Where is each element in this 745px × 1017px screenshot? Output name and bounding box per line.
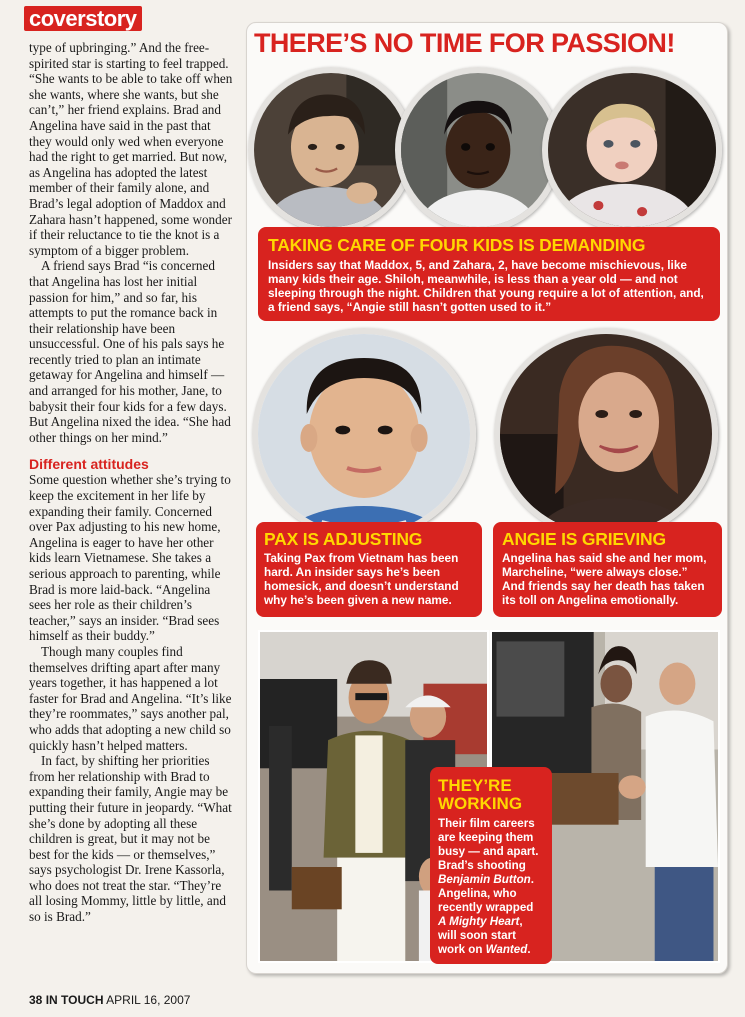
page-footer	[29, 993, 190, 1007]
working-caption	[430, 767, 552, 964]
article-paragraph-3: Some question whether she’s trying to keep the excitement in her life by expanding their family. Concerned over Pax adjusting to his new home, Angelina is eager to have her other kids learn Vietnamese. She takes a serious approach to parenting, while Brad is more laid-back. “Angelina sees her role as their children’s teacher,” says an insider. “Brad sees himself as their buddy.”	[29, 472, 231, 644]
angie-caption	[493, 522, 722, 617]
shiloh-photo	[542, 67, 722, 233]
article-subhead: Different attitudes	[29, 456, 149, 473]
working-caption-body: Their film careers are keeping them busy — and apart. Brad’s shooting Benjamin Button. Angelina, who recently wrapped A Mighty Heart, will soon start work on Wanted.	[438, 817, 539, 956]
article-paragraph-1: type of upbringing.” And the free-spirited star is starting to feel trapped. “She wants to be able to take off when she wants, where she wants, but she can’t,” her friend explains. Brad and Angelina have said in the past that they would only wed when everyone had the right to get married. But now, as Angelina has adopted the latest member of their family alone, and Brad’s legal adoption of Maddox and Zahara hasn’t happened, some wonder if their reluctance to tie the knot is a symptom of a bigger problem.	[29, 40, 233, 258]
angie-caption-body: Angelina has said she and her mom, Marcheline, “were always close.” And friends say her death has taken its toll on Angelina emotionally.	[502, 551, 707, 607]
zahara-photo	[395, 67, 561, 233]
panel-headline: THERE’S NO TIME FOR PASSION!	[254, 28, 675, 58]
angie-caption-title: ANGIE IS GRIEVING	[502, 529, 666, 549]
pax-caption-body: Taking Pax from Vietnam has been hard. An insider says he’s been homesick, and doesn’t understand why he’s been given a new name.	[264, 551, 459, 607]
kids-caption-title: TAKING CARE OF FOUR KIDS IS DEMANDING	[268, 235, 646, 255]
pax-caption	[256, 522, 482, 617]
pax-photo	[252, 328, 476, 540]
section-tag: coverstory	[24, 6, 142, 31]
kids-caption-body: Insiders say that Maddox, 5, and Zahara, 2, have become mischievous, like many kids their age. Shiloh, meanwhile, is less than a year old — and not sleeping through the night. Children that young require a lot of attention, and, a friend says, “Angie still hasn’t gotten used to it.”	[268, 258, 704, 314]
movie-title-3: Wanted	[485, 943, 528, 956]
maddox-photo	[248, 67, 414, 233]
pax-caption-title: PAX IS ADJUSTING	[264, 529, 423, 549]
angelina-photo	[494, 328, 718, 540]
article-column	[29, 40, 234, 925]
article-paragraph-2: A friend says Brad “is concerned that Angelina has lost her initial passion for him,” and so far, his attempts to put the romance back in their relationship have been unsuccessful. One of his pals says he recently tried to plan an intimate getaway for Angelina and himself — and arranged for his mother, Jane, to babysit their four kids for a few days. But Angelina nixed the idea. “She had other things on her mind.”	[29, 258, 231, 445]
kids-caption	[258, 227, 720, 321]
article-paragraph-4: Though many couples find themselves drifting apart after many years together, it has happened a lot faster for Brad and Angelina. “It’s like they’re roommates,” says another pal, who adds that adopting a new child so quickly hasn’t helped matters.	[29, 643, 232, 753]
working-caption-title: THEY’RE WORKING	[438, 776, 523, 813]
movie-title-2: A Mighty Heart	[438, 915, 520, 928]
magazine-name: IN TOUCH	[45, 993, 104, 1007]
movie-title-1: Benjamin Button	[438, 873, 531, 886]
page-number: 38	[29, 993, 43, 1007]
article-paragraph-5: In fact, by shifting her priorities from her relationship with Brad to expanding their family, Angie may be putting their future in jeopardy. “What she’s done by adopting all these children is great, but it may not be best for the kids — or themselves,” says psychologist Dr. Irene Kassorla, who does not treat the star. “They’re all losing Mommy, little by little, and so is Brad.”	[29, 753, 232, 925]
issue-date: APRIL 16, 2007	[106, 993, 191, 1007]
